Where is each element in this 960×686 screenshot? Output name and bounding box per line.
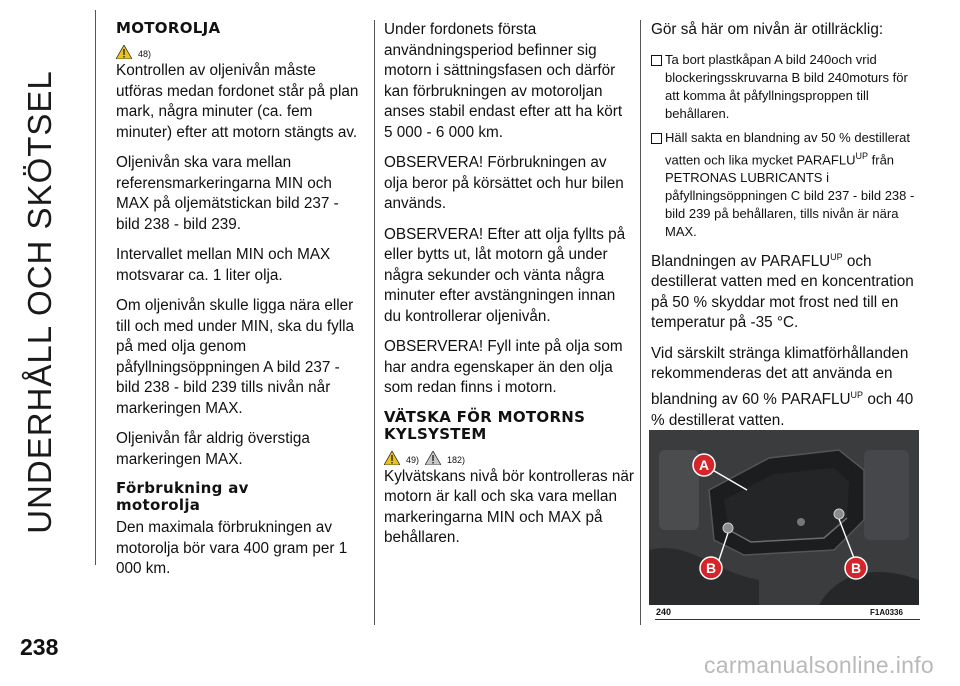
warning-reference: 48) [138,49,152,59]
warning-triangle-icon [116,45,132,59]
callout-a-label: A [698,457,710,473]
paragraph: Under fordonets första användningsperiod befinner sig motorn i sättningsfasen och därför kan förbrukningen av motoroljan anses stabil endast efter att ha kört 5 000 - 6 000 km. [384,21,623,141]
paragraph [651,247,923,334]
text-run: och 40 % destillerat vatten. [651,391,914,429]
callout-b-label: B [850,560,862,576]
column-divider [640,20,641,625]
superscript: UP [830,251,843,262]
text-run: Blandningen av PARAFLU [651,252,831,270]
column-1 [116,20,362,590]
side-divider [95,10,96,565]
text-run: Vid särskilt stränga klimatförhållanden rekommenderas det att använda en blandning av 60 % PARAFLU [651,344,909,409]
warning-triangle-icon [384,451,400,465]
figure-rule [655,619,920,620]
list-item-text: Häll sakta en blandning av 50 % destillerat vatten och lika mycket PARAFLU [665,129,910,167]
watermark: carmanualsonline.info [703,652,934,678]
superscript: UP [850,389,864,400]
paragraph: Intervallet mellan MIN och MAX motsvarar ca. 1 liter olja. [116,246,331,284]
paragraph: Oljenivån får aldrig överstiga markeringen MAX. [116,430,310,468]
text-run: och destillerat vatten med en koncentration på 50 % skyddar mot frost ned till en temperatur på -35 °C. [651,252,914,332]
column-divider [374,20,375,625]
paragraph: Oljenivån ska vara mellan referensmarkeringarna MIN och MAX på oljemätstickan bild 237 - bild 238 - bild 239. [116,154,339,233]
paragraph: Den maximala förbrukningen av motorolja bör vara 400 gram per 1 000 km. [116,519,348,577]
engine-bay-illustration [649,430,919,605]
instruction-list [651,51,923,241]
paragraph [651,344,923,431]
heading-coolant: VÄTSKA FÖR MOTORNS KYLSYSTEM [384,407,586,443]
figure-code: F1A0336 [870,608,903,617]
callout-b-label: B [705,560,717,576]
bullet-box-icon [651,133,662,144]
caution-triangle-icon [425,451,441,465]
section-side-title-text: UNDERHÅLL OCH SKÖTSEL [21,70,58,534]
paragraph: Kylvätskans nivå bör kontrolleras när motorn är kall och ska vara mellan markeringarna MIN och MAX på behållaren. [384,467,634,546]
list-item-text: från PETRONAS LUBRICANTS i påfyllningsöppningen C bild 237 - bild 238 - bild 239 på behållaren, tills nivån är nära MAX. [665,151,915,239]
list-item [651,51,923,123]
warning-reference-row [116,41,362,59]
engine-coolant-figure [649,430,919,605]
section-side-title [18,22,62,582]
page-number: 238 [20,634,59,660]
warning-reference: 182) [447,454,466,465]
warning-reference-row [384,447,634,465]
heading-oil-consumption: Förbrukning av motorolja [116,479,249,514]
paragraph: Kontrollen av oljenivån måste utföras medan fordonet står på plan mark, några minuter (ca. fem minuter) efter att motorn stängts av. [116,62,359,141]
column-3 [651,20,923,441]
paragraph: Gör så här om nivån är otillräcklig: [651,21,884,38]
paragraph: Om oljenivån skulle ligga nära eller till och med under MIN, ska du fylla på med olja genom påfyllningsöppningen A bild 237 - bild 238 - bild 239 tills nivån når markeringen MAX. [116,297,355,417]
list-item-text: Ta bort plastkåpan A bild 240och vrid blockeringsskruvarna B bild 240moturs för att komma åt påfyllningsproppen till behållaren. [665,51,908,121]
heading-motorolja: MOTOROLJA [116,19,221,37]
list-item [651,129,923,241]
column-2 [384,20,634,559]
paragraph: OBSERVERA! Förbrukningen av olja beror på körsättet och hur bilen används. [384,154,624,212]
paragraph: OBSERVERA! Fyll inte på olja som har andra egenskaper än den olja som redan finns i motorn. [384,338,623,396]
bullet-box-icon [651,55,662,66]
warning-reference: 49) [406,454,420,465]
paragraph: OBSERVERA! Efter att olja fyllts på eller bytts ut, låt motorn gå under några sekunder och vänta några minuter efter avstängningen innan du kontrollerar oljenivån. [384,225,626,325]
figure-number: 240 [656,607,672,617]
superscript: UP [855,150,869,161]
